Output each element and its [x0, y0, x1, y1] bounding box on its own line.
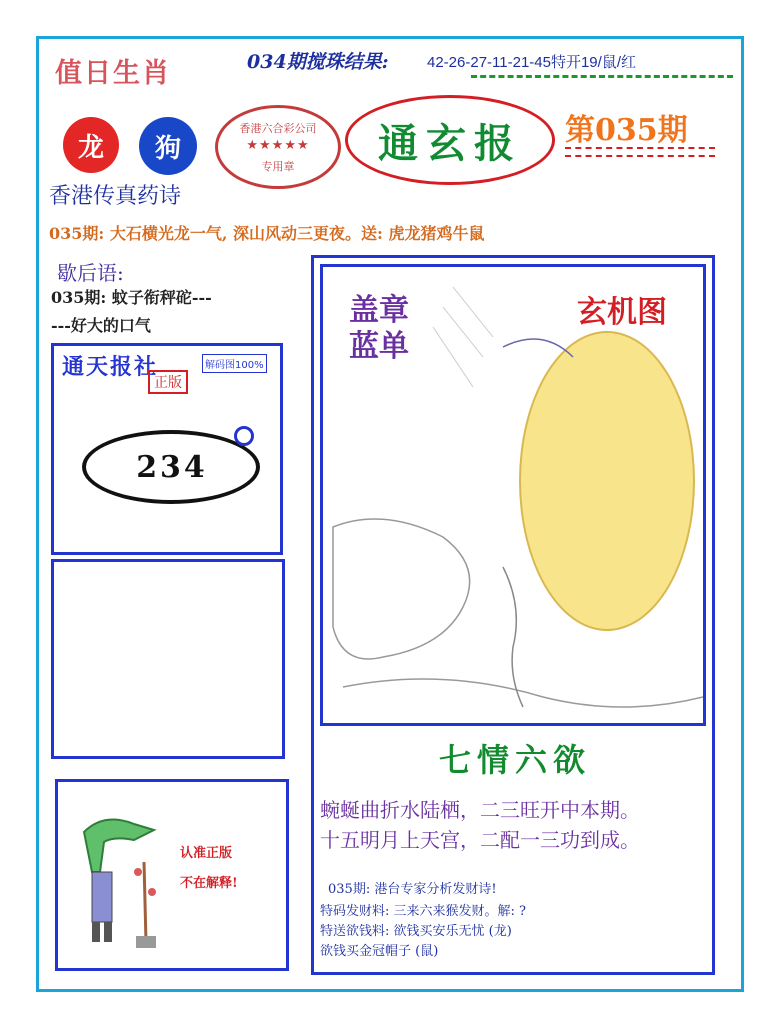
- genuine-badge: 正版: [148, 370, 188, 394]
- analysis-line-1: 035期: 港台专家分析发财诗!: [328, 882, 497, 897]
- zodiac-badge-dog: 狗: [139, 117, 197, 175]
- masthead-title: 通玄报: [345, 95, 555, 185]
- stamp-label-2: 蓝单: [349, 329, 409, 364]
- crocodile-cartoon-icon: [74, 812, 164, 952]
- analysis-line-2: 特码发财料: 三来六来猴发财。解: ?: [320, 904, 526, 919]
- oval-number: 234: [136, 450, 208, 485]
- issue-underline-2: [565, 155, 715, 157]
- draw-result-value: 42-26-27-11-21-45特开19/鼠/红: [427, 54, 636, 71]
- xiehouyu-title: 歇后语:: [57, 261, 124, 285]
- banner-title: 七情六欲: [438, 741, 591, 779]
- poetry-title: 香港传真药诗: [49, 184, 182, 209]
- figure-title: 玄机图: [577, 295, 667, 330]
- analysis-line-3: 特送欲钱料: 欲钱买安乐无忧 (龙): [320, 924, 512, 939]
- draw-result-label: 034期搅珠结果:: [247, 51, 389, 73]
- genuine-note: 认准正版: [180, 846, 233, 861]
- tongtian-subtitle: 解码图100%: [202, 354, 267, 373]
- seal-top-text: 香港六合彩公司: [239, 122, 317, 135]
- company-seal: [215, 105, 341, 189]
- zodiac-of-day-label: 值日生肖: [55, 58, 171, 89]
- tongtian-title: 通天报社: [62, 354, 159, 380]
- newspaper-page: [36, 36, 744, 992]
- poem-line-2: 十五明月上天宫，二配一三功到成。: [320, 828, 640, 852]
- header-divider: [471, 75, 733, 78]
- cartoon-box: [55, 779, 289, 971]
- seal-bottom-text: 专用章: [261, 160, 295, 173]
- poem-line-1: 蜿蜒曲折水陆栖，二三旺开中本期。: [320, 798, 640, 822]
- mystery-figure: [320, 264, 706, 726]
- analysis-line-4: 欲钱买金冠帽子 (鼠): [320, 944, 439, 959]
- poetry-line: 035期: 大石横光龙一气, 深山风动三更夜。送: 虎龙猪鸡牛鼠: [49, 224, 485, 243]
- stamp-label-1: 盖章: [349, 293, 409, 328]
- tongtian-box: [51, 343, 283, 555]
- no-explanation-note: 不在解释!: [180, 876, 238, 891]
- zodiac-badge-dragon: 龙: [63, 117, 119, 173]
- right-panel: [311, 255, 715, 975]
- issue-underline: [565, 147, 715, 149]
- issue-number: 第035期: [565, 113, 688, 148]
- blue-ring-icon: [234, 426, 254, 446]
- xiehouyu-line-2: ---好大的口气: [51, 316, 151, 335]
- blank-box: [51, 559, 285, 759]
- seal-stars: ★★★★★: [246, 138, 310, 153]
- xiehouyu-line-1: 035期: 蚊子衔秤砣---: [51, 288, 212, 307]
